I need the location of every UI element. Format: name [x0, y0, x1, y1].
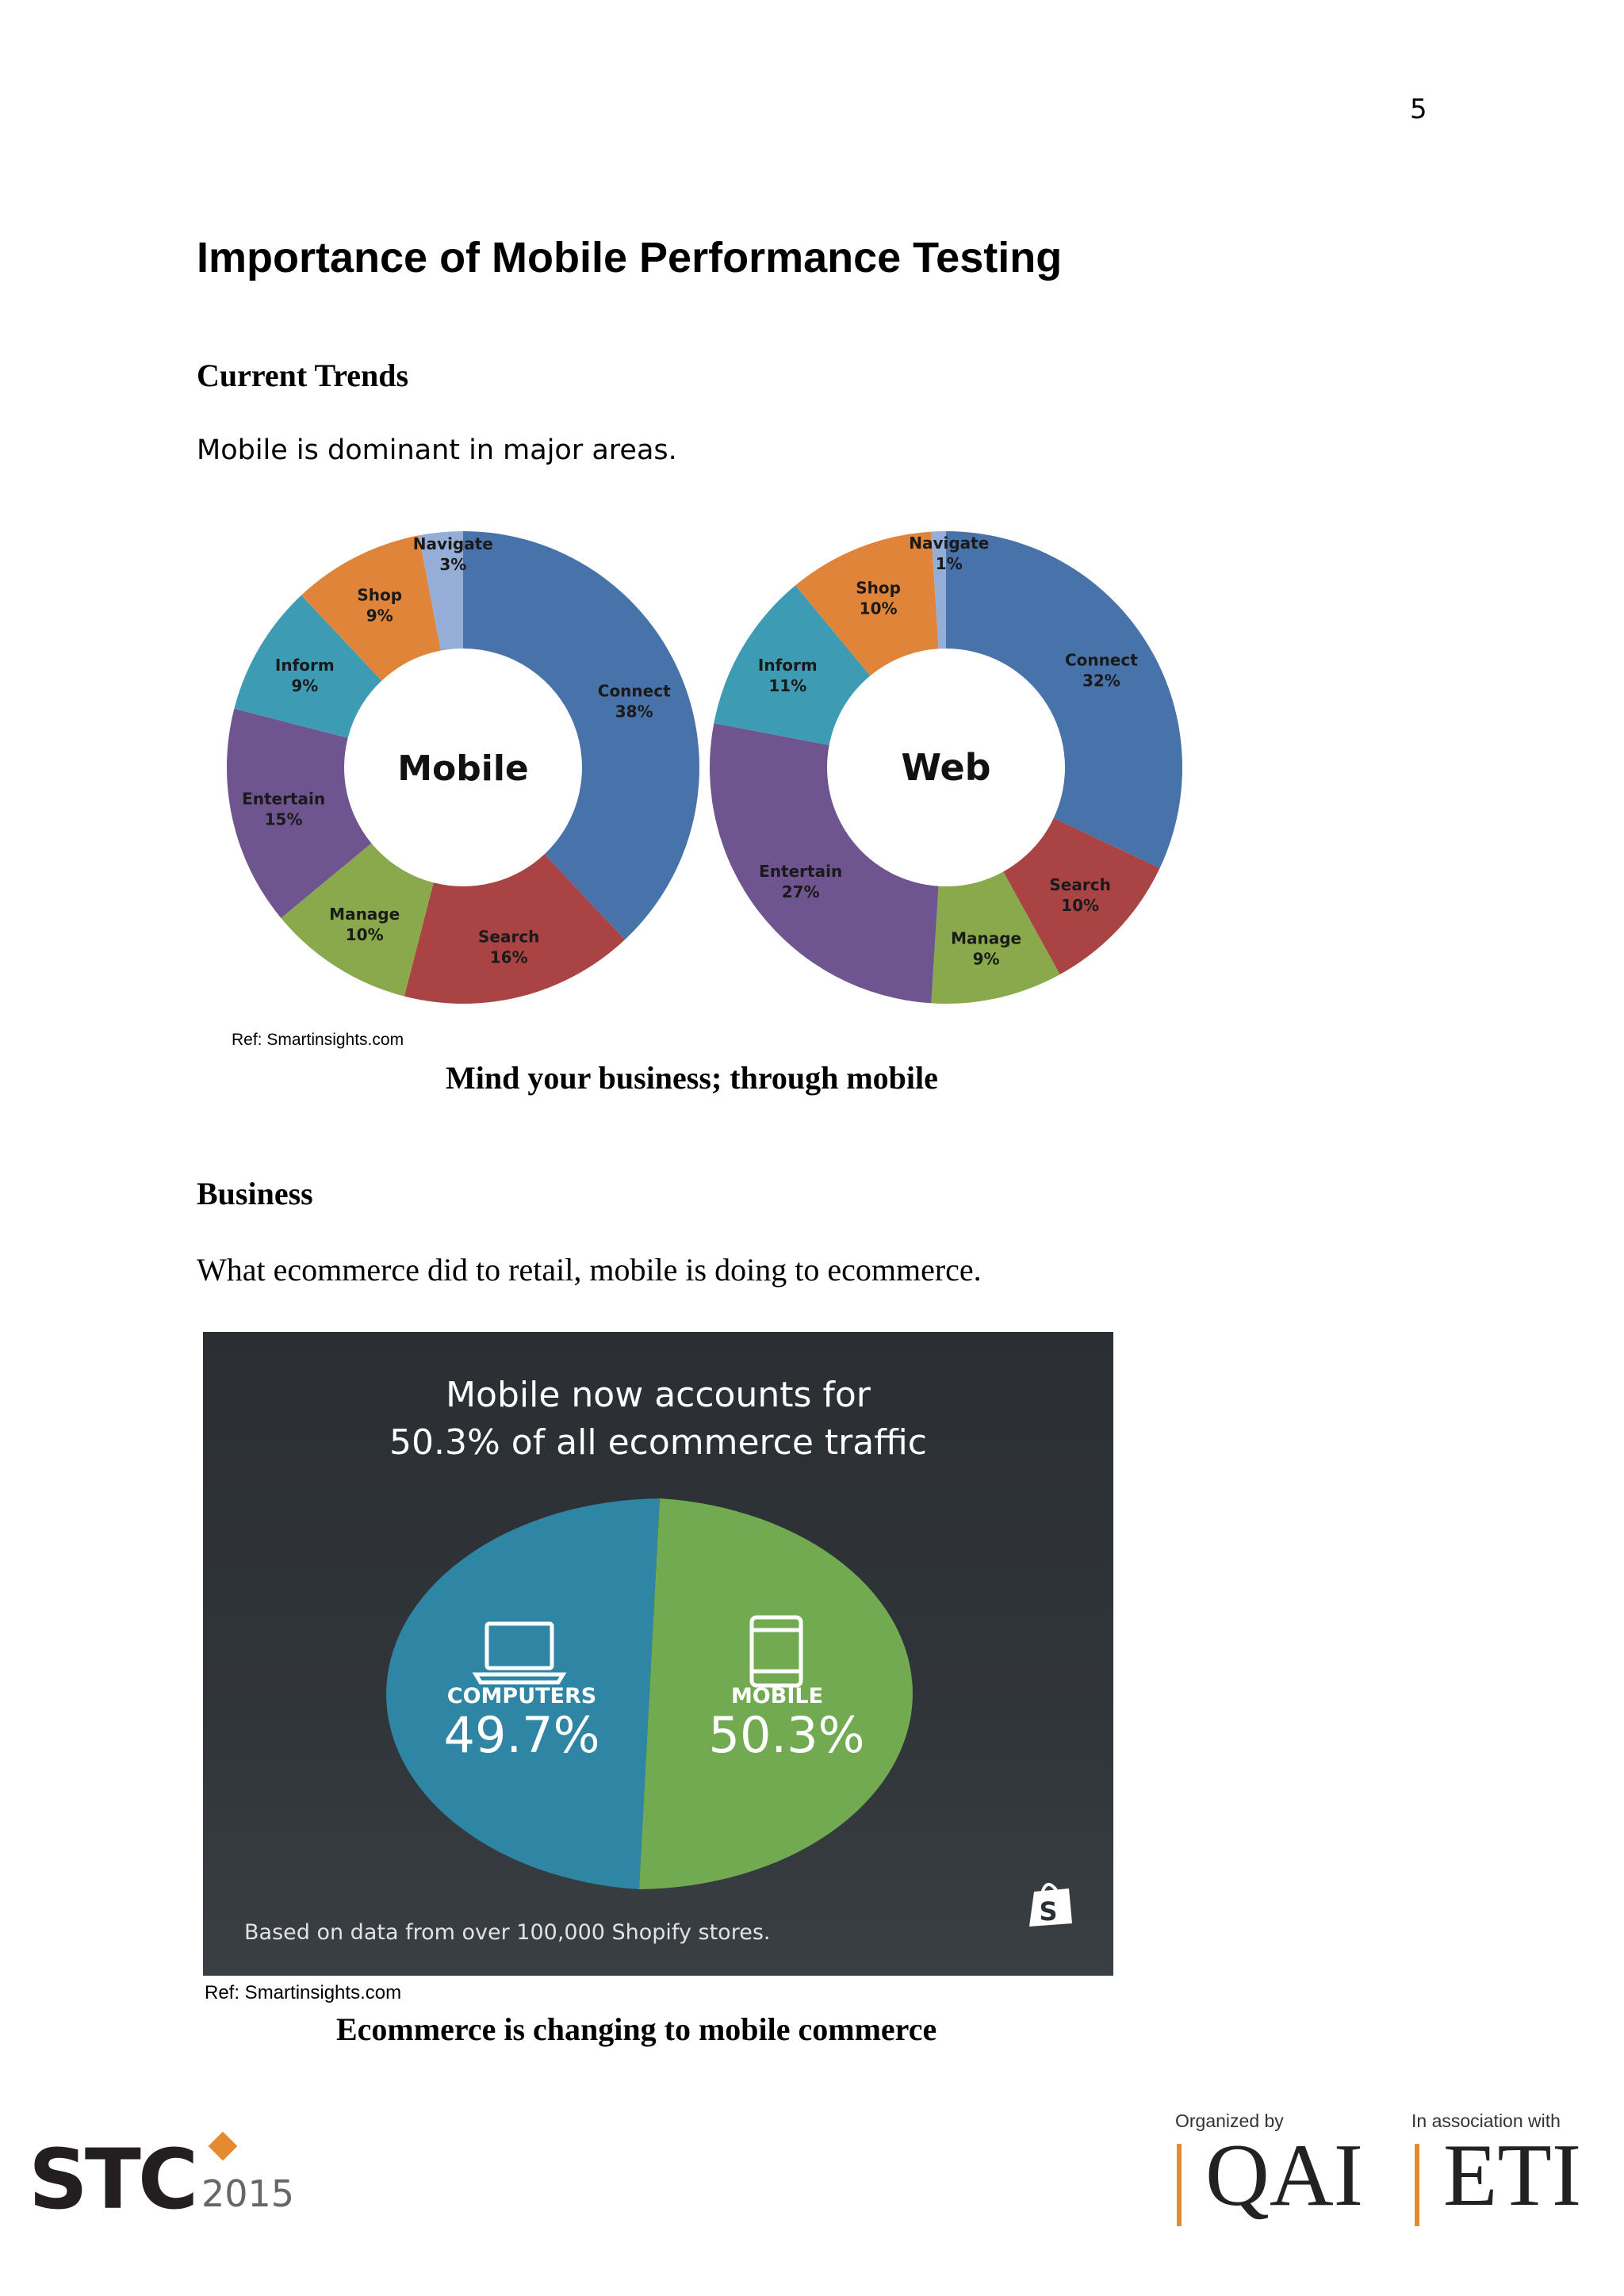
- donut-label-manage: Manage: [951, 928, 1022, 948]
- donut-value-entertain: 15%: [264, 809, 303, 829]
- donut-label-connect: Connect: [597, 681, 671, 701]
- infographic-headline-line2: 50.3% of all ecommerce traffic: [389, 1422, 927, 1463]
- svg-text:S: S: [1039, 1896, 1058, 1927]
- donut-chart-mobile: [227, 531, 699, 1004]
- donut-value-search: 10%: [1061, 895, 1100, 915]
- qai-divider: [1177, 2144, 1182, 2226]
- donut-center-title: Web: [901, 746, 991, 789]
- eti-logo: ETI: [1443, 2126, 1582, 2225]
- stc-2015-logo: [29, 2131, 314, 2228]
- pie-label-computers-value: 49.7%: [443, 1706, 600, 1764]
- donut-label-entertain: Entertain: [242, 789, 326, 809]
- organized-by-label: Organized by: [1175, 2110, 1284, 2131]
- donut-center-title: Mobile: [397, 748, 529, 789]
- donut-label-shop: Shop: [856, 578, 901, 598]
- page-number: 5: [1410, 94, 1427, 125]
- stc-logo-year: 2015: [201, 2172, 295, 2215]
- infographic-footnote: Based on data from over 100,000 Shopify stores.: [244, 1920, 771, 1945]
- figure1-caption: Mind your business; through mobile: [446, 1060, 938, 1096]
- donut-slice-connect: [946, 531, 1182, 868]
- donut-value-inform: 9%: [291, 675, 319, 695]
- donut-value-manage: 9%: [972, 949, 1000, 969]
- donut-label-navigate: Navigate: [909, 534, 990, 553]
- section-heading-current-trends: Current Trends: [197, 358, 409, 393]
- donut-label-inform: Inform: [274, 655, 335, 675]
- eti-divider: [1415, 2144, 1419, 2226]
- donut-label-manage: Manage: [329, 904, 400, 924]
- donut-label-entertain: Entertain: [759, 862, 843, 882]
- pie-label-mobile-name: MOBILE: [730, 1684, 824, 1709]
- pie-label-mobile-value: 50.3%: [708, 1706, 865, 1764]
- current-trends-text: Mobile is dominant in major areas.: [197, 434, 677, 466]
- traffic-pie-chart: [203, 1332, 1113, 1976]
- donut-label-search: Search: [477, 927, 540, 947]
- donut-value-shop: 10%: [859, 599, 898, 618]
- donut-value-connect: 32%: [1082, 671, 1120, 691]
- donut-label-shop: Shop: [357, 585, 403, 605]
- qai-logo: QAI: [1205, 2126, 1364, 2225]
- in-association-with-label: In association with: [1411, 2110, 1561, 2131]
- infographic-headline-line1: Mobile now accounts for: [446, 1375, 871, 1415]
- shopify-bag-icon: [1029, 1885, 1072, 1927]
- donut-label-navigate: Navigate: [412, 534, 493, 554]
- donut-value-manage: 10%: [345, 924, 384, 944]
- donut-value-navigate: 1%: [935, 554, 963, 574]
- donut-value-connect: 38%: [615, 702, 653, 721]
- section-heading-business: Business: [197, 1176, 313, 1211]
- figure2-reference: Ref: Smartinsights.com: [205, 1982, 402, 2003]
- donut-value-entertain: 27%: [781, 882, 820, 902]
- donut-value-shop: 9%: [366, 606, 393, 626]
- donut-value-inform: 11%: [768, 675, 807, 695]
- figure1-reference: Ref: Smartinsights.com: [232, 1031, 404, 1049]
- business-text: What ecommerce did to retail, mobile is doing to ecommerce.: [197, 1252, 982, 1288]
- figure2-caption: Ecommerce is changing to mobile commerce: [336, 2011, 937, 2047]
- stc-logo-text: STC: [29, 2131, 196, 2228]
- donut-label-inform: Inform: [757, 655, 818, 675]
- donut-label-connect: Connect: [1064, 650, 1138, 670]
- pie-label-computers-name: COMPUTERS: [446, 1684, 597, 1709]
- donut-value-navigate: 3%: [439, 555, 467, 575]
- donut-slice-connect: [463, 531, 699, 939]
- ecommerce-infographic: [203, 1332, 1113, 1976]
- page-title: Importance of Mobile Performance Testing: [197, 234, 1063, 281]
- donut-charts-figure: [214, 499, 1197, 1054]
- donut-label-search: Search: [1049, 874, 1111, 894]
- diamond-icon: [197, 2131, 244, 2179]
- donut-value-search: 16%: [489, 947, 528, 967]
- donut-chart-web: [710, 531, 1182, 1004]
